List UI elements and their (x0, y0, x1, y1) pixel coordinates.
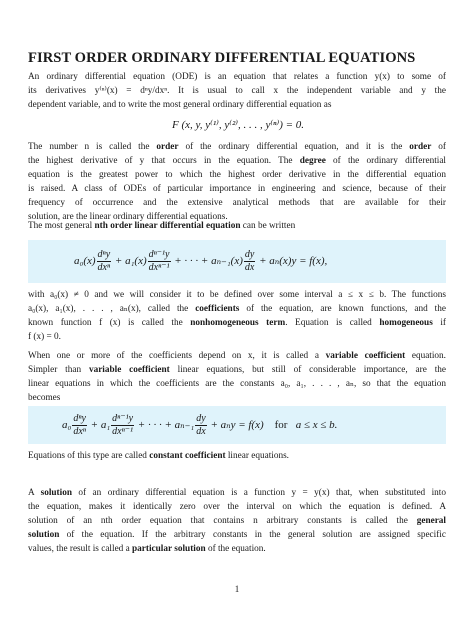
sol-line-4: solution of the equation. If the arbitrary constants in the general solution are assigned specific (28, 529, 446, 540)
order-line-4: is raised. A class of ODEs of particular importance in engineering and science, because of their (28, 183, 446, 194)
page-number: 1 (234, 584, 240, 594)
order-line-2: the highest derivative of y that occurs in the equation. The degree of the ordinary differential (28, 155, 447, 166)
nth-order-intro: The most general nth order linear differential equation can be written (28, 221, 296, 231)
page-title: FIRST ORDER ORDINARY DIFFERENTIAL EQUATIONS (28, 50, 416, 66)
sol-line-5: values, the result is called a particular solution of the equation. (28, 543, 266, 554)
general-ode-equation: F (x, y, y⁽¹⁾, y⁽²⁾, . . . , y⁽ⁿ⁾) = 0. (172, 119, 305, 131)
var-line-1: When one or more of the coefficients depend on x, it is called a variable coefficient equation. (28, 351, 446, 361)
constant-coefficient-equation: a₀ $\frac{\text{dⁿy}}{\text{dxⁿ}}$ + a₁ $\frac{\text{dⁿ⁻¹y}}{\text{dxⁿ⁻¹}}$ + · · · + aₙ₋₁ $\frac{dy}{dx}$ + aₙy = f(x) for a ≤ x ≤ b. (62, 412, 338, 437)
var-line-3: linear equations in which the coefficients are the constants a₀, a₁, . . . , aₙ, so that the equation (28, 378, 446, 389)
order-degree-paragraph (28, 141, 446, 224)
coef-line-2: a₀(x), a₁(x), . . . , aₙ(x), called the coefficients of the equation, are known functions, and the (28, 303, 446, 314)
solution-paragraph (28, 487, 446, 557)
coef-line-1: with a₀(x) ≠ 0 and we will consider it to be defined over some interval a ≤ x ≤ b. The functions (28, 290, 446, 300)
order-line-6: solution, are the linear ordinary differential equations. (28, 211, 228, 222)
intro-line-1: An ordinary differential equation (ODE) is an equation that relates a function y(x) to some of (28, 72, 446, 82)
order-line-3: equation is the greatest power to which the highest order derivative in the differential equation (28, 169, 446, 180)
intro-paragraph (28, 71, 446, 113)
sol-line-1: A solution of an ordinary differential equation is a function y = y(x) that, when substituted into (28, 488, 447, 498)
coef-line-4: f (x) = 0. (28, 331, 61, 342)
sol-line-3: solution of an nth order equation that contains n arbitrary constants is called the general (28, 515, 446, 526)
variable-coefficient-paragraph (28, 350, 446, 406)
var-line-4: becomes (28, 392, 61, 403)
coef-line-3: known function f (x) is called the nonhomogeneous term. Equation is called homogeneous if (28, 317, 446, 328)
intro-line-2: its derivatives y⁽ⁿ⁾(x) = dⁿy/dxⁿ. It is usual to call x the independent variable and y the (28, 85, 446, 96)
order-line-1: The number n is called the order of the ordinary differential equation, and it is the order of (28, 142, 446, 152)
var-line-2: Simpler than variable coefficient linear equations, but still of considerable importance, are the (28, 364, 447, 375)
coefficients-paragraph (28, 289, 446, 345)
intro-line-3: dependent variable, and to write the most general ordinary differential equation as (28, 99, 332, 110)
order-line-5: frequency of occurrence and the extensive analytical methods that are available for their (28, 197, 446, 208)
constant-coefficient-note: Equations of this type are called constant coefficient linear equations. (28, 451, 289, 461)
linear-ode-equation: a₀(x) $\frac{\text{dⁿy}}{\text{dxⁿ}}$ + a₁(x) $\frac{\text{dⁿ⁻¹y}}{\text{dxⁿ⁻¹}}$ + · · · + aₙ₋₁(x) $\frac{dy}{dx}$ + aₙ(x)y = f(x), (74, 248, 328, 273)
sol-line-2: the equation, makes it identically zero over the interval on which the equation is defined. A (28, 501, 446, 512)
